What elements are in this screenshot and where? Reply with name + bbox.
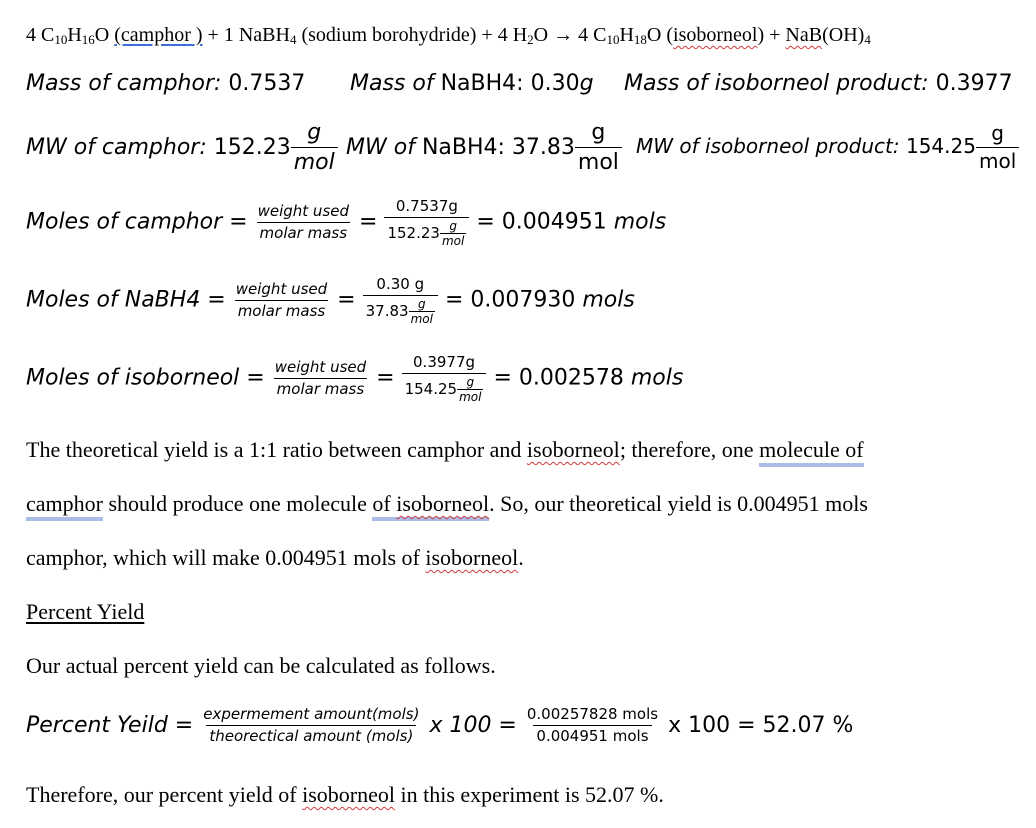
percent-yield-formula: Percent Yeild = $\frac{\text{expermement amount(mols)}}{\text{theorectical amount (mols)}}$ x 100 = $\frac{\text{0.00257828 mols}}{\text{0.004951 mols}}$ x 100 = 52.07 % xyxy=(26,705,854,746)
mass-camphor: Mass of camphor: 0.7537 xyxy=(26,71,306,96)
mw-isoborneol: MW of isoborneol product: 154.25 $\frac{g}{\text{mol}}$ xyxy=(636,122,1019,173)
conclusion: Therefore, our percent yield of isoborneol in this experiment is 52.07 %. xyxy=(26,782,664,807)
isoborneol-name: isoborneol xyxy=(673,24,758,46)
moles-isoborneol: Moles of isoborneol = $\frac{\text{weight used}}{\text{molar mass}}$ = 0.3977g 154.25 $\frac{g}{\text{mol}}$ = 0.002578 mols xyxy=(26,353,684,405)
paragraph-line-1: The theoretical yield is a 1:1 ratio between camphor and isoborneol; therefore, one molecule of xyxy=(26,437,864,463)
intro-text: Our actual percent yield can be calculated as follows. xyxy=(26,653,496,678)
mass-nabh4: Mass of NaBH4: 0.30g xyxy=(350,71,594,96)
mw-nabh4: MW of NaBH4: 37.83 $\frac{g}{\text{mol}}$ xyxy=(346,120,622,176)
section-heading: Percent Yield xyxy=(26,599,145,624)
paragraph-line-3: camphor, which will make 0.004951 mols of isoborneol. xyxy=(26,545,524,570)
coef: 4 xyxy=(26,24,36,46)
reaction-equation: 4 C10H16O (camphor ) + 1 NaBH4 (sodium borohydride) + 4 H2O → 4 C10H18O (isoborneol) + NaB(OH)4 xyxy=(26,24,871,47)
arrow-icon: → xyxy=(553,24,574,46)
paragraph-line-2: camphor should produce one molecule of isoborneol. So, our theoretical yield is 0.004951 mols xyxy=(26,491,868,517)
camphor-name: (camphor ) xyxy=(114,24,203,46)
moles-nabh4: Moles of NaBH4 = $\frac{\text{weight used}}{\text{molar mass}}$ = 0.30 g 37.83 $\frac{g}{\text{mol}}$ = 0.007930 mols xyxy=(26,275,635,327)
moles-camphor: Moles of camphor = $\frac{\text{weight used}}{\text{molar mass}}$ = 0.7537g 152.23 $\frac{g}{\text{mol}}$ = 0.004951 mols xyxy=(26,197,667,249)
mw-camphor: MW of camphor: 152.23 $\frac{g}{\text{mol}}$ xyxy=(26,120,338,176)
mass-isoborneol: Mass of isoborneol product: 0.3977 xyxy=(624,71,1013,96)
